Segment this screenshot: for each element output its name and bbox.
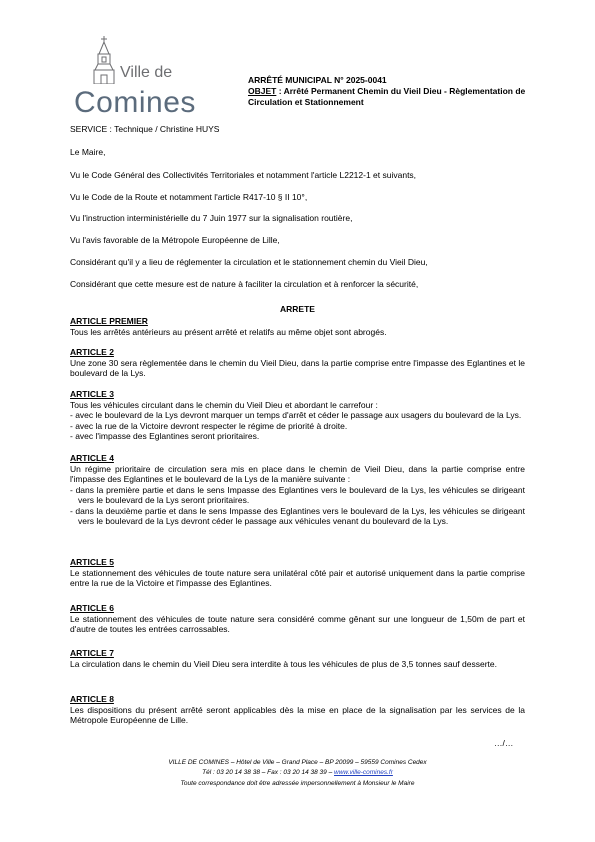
service-line: SERVICE : Technique / Christine HUYS bbox=[70, 124, 220, 134]
article-5-text: Le stationnement des véhicules de toute nature sera unilatéral côté pair et autorisé uniquement dans la partie comprise entre la rue de la Victoire et l'impasse des Eglantines. bbox=[70, 567, 525, 588]
article-8 bbox=[70, 694, 525, 726]
continuation-mark: …/… bbox=[494, 738, 514, 748]
article-7-title: ARTICLE 7 bbox=[70, 648, 114, 658]
article-8-title: ARTICLE 8 bbox=[70, 694, 114, 704]
article-5-title: ARTICLE 5 bbox=[70, 557, 114, 567]
arrete-heading: ARRETE bbox=[280, 304, 315, 314]
article-7 bbox=[70, 648, 525, 669]
article-8-text: Les dispositions du présent arrêté seront applicables dès la mise en place de la signalisation par les services de la Métropole Européenne de Lille. bbox=[70, 704, 525, 725]
city-logo bbox=[70, 36, 196, 119]
footer-notice: Toute correspondance doit être adressée impersonnellement à Monsieur le Maire bbox=[180, 780, 415, 787]
considerant-3: Vu l'instruction interministérielle du 7 Juin 1977 sur la signalisation routière, bbox=[70, 213, 353, 223]
article-4 bbox=[70, 453, 525, 527]
article-1-title: ARTICLE PREMIER bbox=[70, 316, 148, 326]
considerant-1: Vu le Code Général des Collectivités Territoriales et notamment l'article L2212-1 et suivants, bbox=[70, 170, 417, 180]
le-maire: Le Maire, bbox=[70, 147, 106, 157]
objet-text: : Arrêté Permanent Chemin du Vieil Dieu - Règlementation de Circulation et Stationnement bbox=[248, 86, 526, 107]
article-6-title: ARTICLE 6 bbox=[70, 603, 114, 613]
article-4-bullet-1: - dans la première partie et dans le sens Impasse des Eglantines vers le boulevard de la Lys, les véhicules se dirigeant vers le boulevard de la Lys seront prioritaires. bbox=[70, 484, 525, 505]
logo-line-ville: Ville de bbox=[120, 64, 173, 81]
article-4-intro: Un régime prioritaire de circulation sera mis en place dans le chemin de Vieil Dieu, dans la partie comprise entre l'impasse des Eglantines et le boulevard de la Lys de la manière suivante : bbox=[70, 463, 525, 484]
logo-line-comines: Comines bbox=[74, 86, 196, 119]
article-2 bbox=[70, 347, 525, 379]
considerant-4: Vu l'avis favorable de la Métropole Européenne de Lille, bbox=[70, 235, 280, 245]
article-6-text: Le stationnement des véhicules de toute nature sera considéré comme gênant sur une longueur de 1,50m de part et d'autre de toutes les entrées carrossables. bbox=[70, 613, 525, 634]
article-4-bullet-2: - dans la deuxième partie et dans le sens Impasse des Eglantines vers le boulevard de la Lys, les véhicules se dirigeant vers le boulevard de la Lys devront céder le passage aux véhicules venant du boulevard de la Lys. bbox=[70, 505, 525, 526]
article-3-intro: Tous les véhicules circulant dans le chemin du Vieil Dieu et abordant le carrefour : bbox=[70, 399, 378, 410]
document-header bbox=[248, 75, 548, 108]
footer-phone-fax: Tél : 03 20 14 38 38 – Fax : 03 20 14 38 39 – bbox=[202, 769, 335, 776]
decree-object bbox=[248, 86, 548, 108]
article-3-bullet-3: - avec l'impasse des Eglantines seront prioritaires. bbox=[70, 431, 260, 441]
article-3-title: ARTICLE 3 bbox=[70, 389, 114, 399]
article-3-bullet-2: - avec la rue de la Victoire devront respecter le régime de priorité à droite. bbox=[70, 420, 348, 431]
article-5 bbox=[70, 557, 525, 589]
considerant-6: Considérant que cette mesure est de nature à faciliter la circulation et à renforcer la sécurité, bbox=[70, 279, 419, 289]
article-3-bullet-1: - avec le boulevard de la Lys devront marquer un temps d'arrêt et céder le passage aux usagers du boulevard de la Lys. bbox=[70, 410, 522, 420]
article-3 bbox=[70, 389, 525, 442]
church-tower-icon bbox=[90, 36, 118, 84]
decree-number: ARRÊTÉ MUNICIPAL N° 2025-0041 bbox=[248, 75, 387, 85]
footer-address: VILLE DE COMINES – Hôtel de Ville – Grand Place – BP 20099 – 59559 Comines Cedex bbox=[168, 759, 427, 766]
considerant-2: Vu le Code de la Route et notamment l'article R417-10 § II 10°, bbox=[70, 192, 308, 202]
article-4-title: ARTICLE 4 bbox=[70, 453, 114, 463]
article-2-text: Une zone 30 sera règlementée dans le chemin du Vieil Dieu, dans la partie comprise entre l'impasse des Eglantines et le boulevard de la Lys. bbox=[70, 357, 525, 378]
objet-label: OBJET bbox=[248, 86, 277, 96]
footer-contact bbox=[0, 768, 595, 778]
article-1-text: Tous les arrêtés antérieurs au présent arrêté et relatifs au même objet sont abrogés. bbox=[70, 326, 387, 337]
article-1 bbox=[70, 316, 525, 337]
article-2-title: ARTICLE 2 bbox=[70, 347, 114, 357]
article-6 bbox=[70, 603, 525, 635]
considerant-5: Considérant qu'il y a lieu de réglementer la circulation et le stationnement chemin du Vieil Dieu, bbox=[70, 257, 428, 267]
article-7-text: La circulation dans le chemin du Vieil Dieu sera interdite à tous les véhicules de plus de 3,5 tonnes sauf desserte. bbox=[70, 658, 497, 669]
footer-website-link[interactable]: www.ville-comines.fr bbox=[334, 769, 393, 776]
